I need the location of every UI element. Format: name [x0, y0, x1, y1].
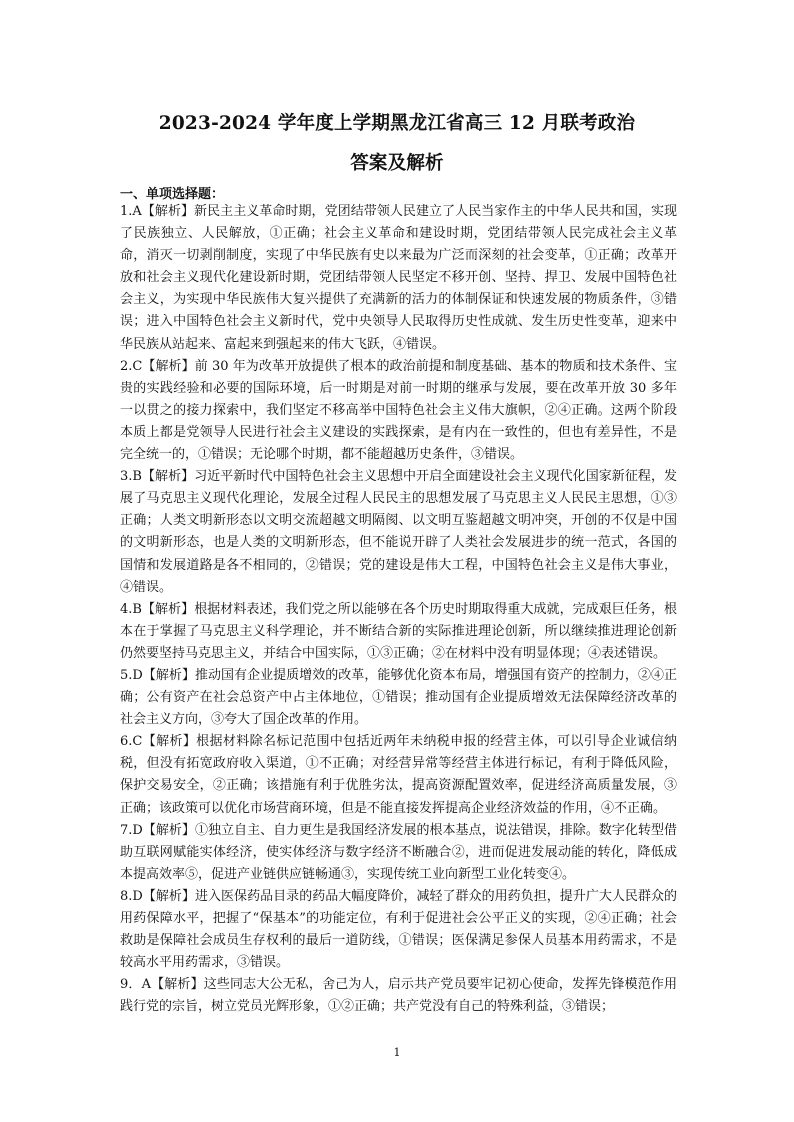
page-number: 1	[393, 1046, 401, 1059]
answer-list	[120, 201, 677, 1018]
answer-item-3: 3.B【解析】习近平新时代中国特色社会主义思想中开启全面建设社会主义现代化国家新征程，发展了马克思主义现代化理论，发展全过程人民民主的思想发展了马克思主义人民民主思想，①③正确；人类文明新形态以文明交流超越文明隔阂、以文明互鉴超越文明冲突，开创的不仅是中国的文明新形态，也是人类的文明新形态，但不能说开辟了人类社会发展进步的统一范式，各国的国情和发展道路是各不相同的，②错误；党的建设是伟大工程，中国特色社会主义是伟大事业，④错误。	[120, 469, 677, 595]
answer-item-8: 8.D【解析】进入医保药品目录的药品大幅度降价，减轻了群众的用药负担，提升广大人民群众的用药保障水平，把握了“保基本”的功能定位，有利于促进社会公平正义的实现，②④正确；社会救助是保障社会成员生存权利的最后一道防线，①错误；医保满足参保人员基本用药需求，不是较高水平用药需求，③错误。	[120, 888, 677, 971]
answer-item-9: 9．A【解析】这些同志大公无私，舍己为人，启示共产党员要牢记初心使命，发挥先锋模范作用践行党的宗旨，树立党员光辉形象，①②正确；共产党没有自己的特殊利益，③错误；	[120, 977, 677, 1015]
answer-item-6: 6.C【解析】根据材料除名标记范围中包括近两年未纳税申报的经营主体，可以引导企业诚信纳税，但没有拓宽政府收入渠道，①不正确；对经营异常等经营主体进行标记，有利于降低风险，保护交易安全，②正确；该措施有利于优胜劣汰，提高资源配置效率，促进经济高质量发展，③正确；该政策可以优化市场营商环境，但是不能直接发挥提高企业经济效益的作用，④不正确。	[120, 734, 677, 816]
answer-item-2: 2.C【解析】前 30 年为改革开放提供了根本的政治前提和制度基础、基本的物质和技术条件、宝贵的实践经验和必要的国际环境，后一时期是对前一时期的继承与发展，要在改革开放 30 多年一以贯之的接力探索中，我们坚定不移高举中国特色社会主义伟大旗帜，②④正确。这两个阶段本质上都是党领导人民进行社会主义建设的实践探索，是有内在一致性的，但也有差异性，不是完全统一的，①错误；无论哪个时期，都不能超越历史条件，③错误。	[120, 358, 677, 463]
answer-item-4: 4.B【解析】根据材料表述，我们党之所以能够在各个历史时期取得重大成就，完成艰巨任务，根本在于掌握了马克思主义科学理论，并不断结合新的实际推进理论创新，所以继续推进理论创新仍然要坚持马克思主义，并结合中国实际，①③正确；②在材料中没有明显体现；④表述错误。	[120, 601, 677, 661]
document-subtitle: 答案及解析	[350, 153, 444, 174]
section-heading: 一、单项选择题：	[120, 187, 225, 202]
answer-item-5: 5.D【解析】推动国有企业提质增效的改革，能够优化资本布局，增强国有资产的控制力，②④正确；公有资产在社会总资产中占主体地位，①错误；推动国有企业提质增效无法保障经济改革的社会主义方向，③夸大了国企改革的作用。	[120, 667, 677, 728]
answer-item-1: 1.A【解析】新民主主义革命时期，党团结带领人民建立了人民当家作主的中华人民共和国，实现了民族独立、人民解放，①正确；社会主义革命和建设时期，党团结带领人民完成社会主义革命，消灭一切剥削制度，实现了中华民族有史以来最为广泛而深刻的社会变革，①正确；改革开放和社会主义现代化建设新时期，党团结带领人民坚定不移开创、坚持、捍卫、发展中国特色社会主义，为实现中华民族伟大复兴提供了充满新的活力的体制保证和快速发展的物质条件，③错误；进入中国特色社会主义新时代，党中央领导人民取得历史性成就、发生历史性变革，迎来中华民族从站起来、富起来到强起来的伟大飞跃，④错误。	[120, 204, 677, 352]
document-title: 2023-2024 学年度上学期黑龙江省高三 12 月联考政治	[158, 113, 636, 134]
answer-item-7: 7.D【解析】①独立自主、自力更生是我国经济发展的根本基点，说法错误，排除。数字化转型借助互联网赋能实体经济，使实体经济与数字经济不断融合②，进而促进发展动能的转化，降低成本提高效率⑤，促进产业链供应链畅通③，实现传统工业向新型工业化转变④。	[120, 822, 677, 882]
